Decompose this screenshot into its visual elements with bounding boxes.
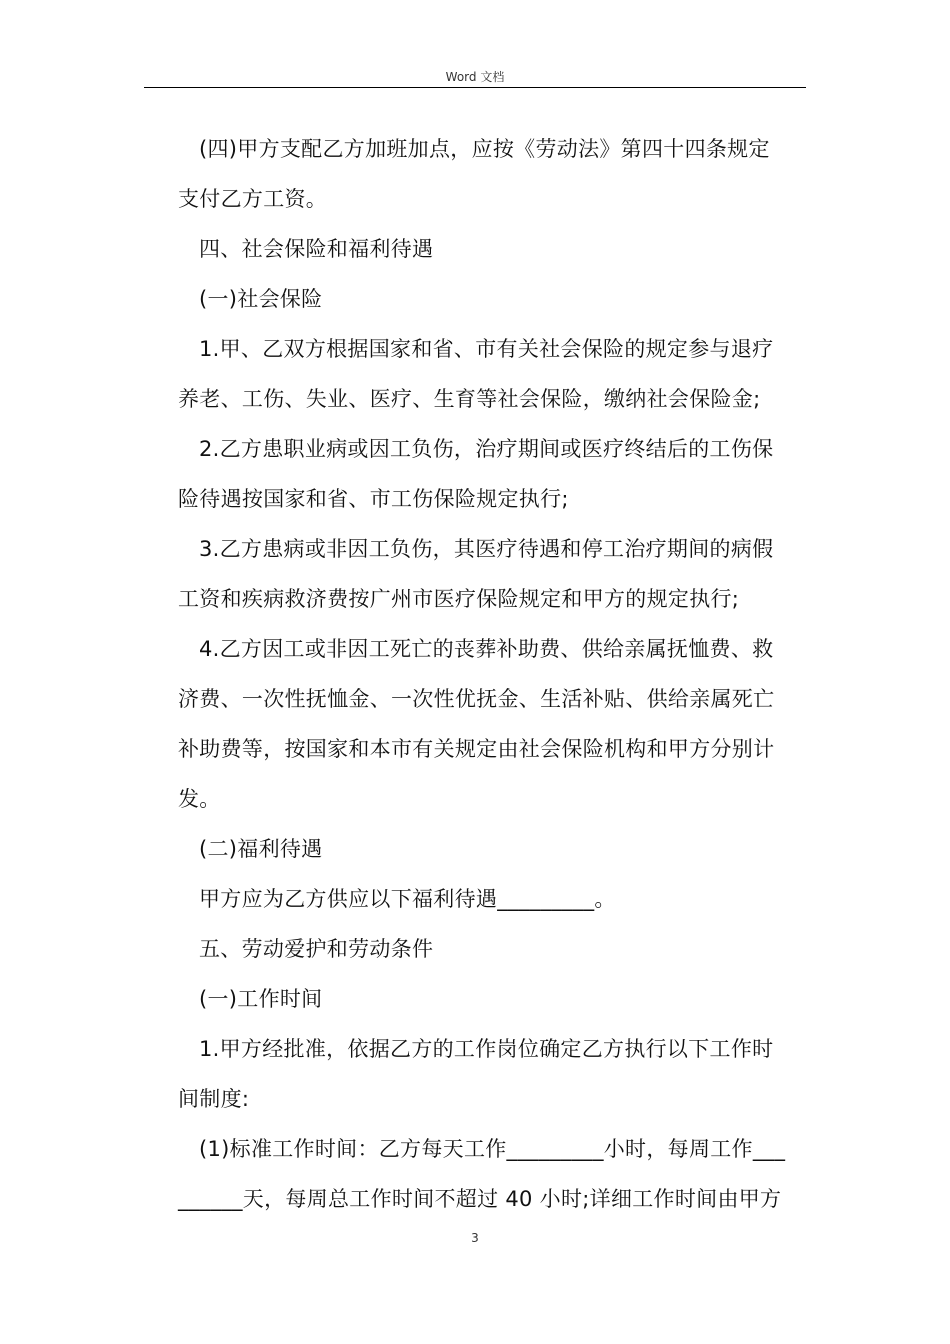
- document-body: [178, 124, 806, 1224]
- text-line: 间制度:: [178, 1087, 250, 1111]
- text-line: 工资和疾病救济费按广州市医疗保险规定和甲方的规定执行;: [178, 587, 740, 611]
- text-line: 2.乙方患职业病或因工负伤，治疗期间或医疗终结后的工伤保: [199, 437, 774, 461]
- text-line: 支付乙方工资。: [178, 187, 328, 211]
- text-line: 甲方应为乙方供应以下福利待遇_________。: [199, 887, 616, 911]
- page-header: Word 文档: [445, 70, 505, 84]
- text-line: 补助费等，按国家和本市有关规定由社会保险机构和甲方分别计: [178, 737, 775, 761]
- text-line: 五、劳动爱护和劳动条件: [199, 937, 434, 961]
- text-line: (1)标准工作时间：乙方每天工作_________小时，每周工作___: [199, 1137, 786, 1161]
- text-line: 4.乙方因工或非因工死亡的丧葬补助费、供给亲属抚恤费、救: [199, 637, 774, 661]
- text-line: 1.甲方经批准，依据乙方的工作岗位确定乙方执行以下工作时: [199, 1037, 774, 1061]
- header-divider: [144, 87, 806, 88]
- text-line: (四)甲方支配乙方加班加点，应按《劳动法》第四十四条规定: [199, 137, 770, 161]
- text-line: 四、社会保险和福利待遇: [199, 237, 434, 261]
- text-line: ______天，每周总工作时间不超过 40 小时;详细工作时间由甲方: [178, 1187, 782, 1211]
- text-line: 发。: [178, 787, 221, 811]
- page-number: 3: [471, 1231, 479, 1245]
- text-line: (二)福利待遇: [199, 837, 323, 861]
- text-line: 3.乙方患病或非因工负伤，其医疗待遇和停工治疗期间的病假: [199, 537, 774, 561]
- text-line: (一)社会保险: [199, 287, 323, 311]
- text-line: 养老、工伤、失业、医疗、生育等社会保险，缴纳社会保险金;: [178, 387, 761, 411]
- text-line: 1.甲、乙双方根据国家和省、市有关社会保险的规定参与退疗: [199, 337, 774, 361]
- text-line: (一)工作时间: [199, 987, 323, 1011]
- text-line: 险待遇按国家和省、市工伤保险规定执行;: [178, 487, 569, 511]
- text-line: 济费、一次性抚恤金、一次性优抚金、生活补贴、供给亲属死亡: [178, 687, 775, 711]
